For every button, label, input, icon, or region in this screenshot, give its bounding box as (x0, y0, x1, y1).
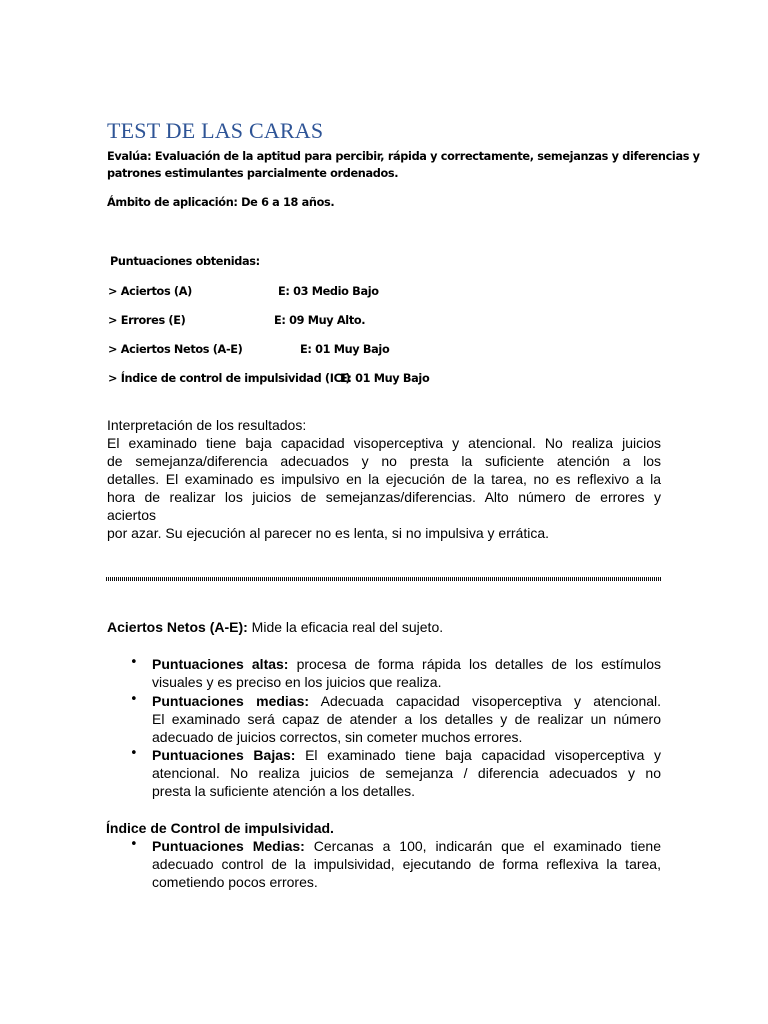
bullet-puntuaciones-medias (152, 692, 661, 746)
score-label-errores: > Errores (E) (108, 314, 186, 327)
bullet-text: adecuado control de la impulsividad, ejecutando de forma reflexiva la tarea, (152, 856, 661, 872)
bullet-icon: • (130, 655, 138, 670)
interpretacion-line: detalles. El examinado es impulsivo en la ejecución de la tarea, no es reflexivo a la (107, 471, 661, 487)
score-label-ici: > Índice de control de impulsividad (ICI) (108, 372, 351, 385)
bullet-icon: • (130, 692, 138, 707)
aciertos-netos-label: Aciertos Netos (A-E): (107, 619, 248, 635)
score-value-aciertos: E: 03 Medio Bajo (278, 285, 379, 298)
bullet-text: procesa de forma rápida los detalles de los estímulos (288, 656, 661, 672)
score-label-aciertos: > Aciertos (A) (108, 285, 192, 298)
bullet-puntuaciones-altas (152, 655, 661, 691)
score-value-aciertos-netos: E: 01 Muy Bajo (300, 343, 390, 356)
interpretacion-heading: Interpretación de los resultados: (107, 417, 307, 433)
aciertos-netos-paragraph (107, 618, 443, 636)
bullet-text: atencional. No realiza juicios de semejanza / diferencia adecuados y no (152, 765, 661, 781)
bullet-text: Cercanas a 100, indicarán que el examinado tiene (304, 838, 662, 854)
bullet-text: Adecuada capacidad visoperceptiva y atencional. (309, 693, 662, 709)
aciertos-netos-text: Mide la eficacia real del sujeto. (247, 619, 444, 635)
interpretacion-line: hora de realizar los juicios de semejanzas/diferencias. Alto número de errores y (107, 489, 661, 505)
score-label-aciertos-netos: > Aciertos Netos (A-E) (108, 343, 243, 356)
interpretacion-line: por azar. Su ejecución al parecer no es lenta, si no impulsiva y errática. (107, 525, 550, 541)
bullet-text: El examinado tiene baja capacidad visoperceptiva y (295, 747, 661, 763)
bullet-puntuaciones-bajas (152, 746, 661, 800)
interpretacion-line: de semejanza/diferencia adecuados y no presta la suficiente atención a los (107, 453, 661, 469)
bullet-icon: • (130, 837, 138, 852)
document-title: TEST DE LAS CARAS (107, 118, 324, 143)
bullet-text: adecuado de juicios correctos, sin cometer muchos errores. (152, 729, 523, 745)
bullet-text: presta la suficiente atención a los detalles. (152, 783, 416, 799)
bullet-label: Puntuaciones medias: (152, 693, 310, 709)
bullet-label: Puntuaciones Medias: (152, 838, 305, 854)
interpretacion-section (107, 416, 663, 542)
bullet-text: El examinado será capaz de atender a los detalles y de realizar un número (152, 711, 661, 727)
bullet-label: Puntuaciones Bajas: (152, 747, 296, 763)
evalua-line-1: Evalúa: Evaluación de la aptitud para percibir, rápida y correctamente, semejanzas y diferencias y (107, 150, 700, 163)
score-value-errores: E: 09 Muy Alto. (274, 314, 366, 327)
interpretacion-line: aciertos (107, 507, 157, 523)
evalua-line-2: patrones estimulantes parcialmente ordenados. (107, 167, 399, 180)
interpretacion-line: El examinado tiene baja capacidad visoperceptiva y atencional. No realiza juicios (107, 435, 661, 451)
bullet-label: Puntuaciones altas: (152, 656, 289, 672)
indice-heading: Índice de Control de impulsividad. (106, 820, 334, 836)
ambito-aplicacion: Ámbito de aplicación: De 6 a 18 años. (107, 196, 335, 209)
section-divider (106, 577, 662, 581)
bullet-text: visuales y es preciso en los juicios que realiza. (152, 674, 442, 690)
bullet-puntuaciones-medias-indice (152, 837, 661, 891)
score-value-ici: E: 01 Muy Bajo (340, 372, 430, 385)
bullet-text: cometiendo pocos errores. (152, 874, 318, 890)
puntuaciones-heading: Puntuaciones obtenidas: (110, 255, 260, 268)
bullet-icon: • (130, 746, 138, 761)
